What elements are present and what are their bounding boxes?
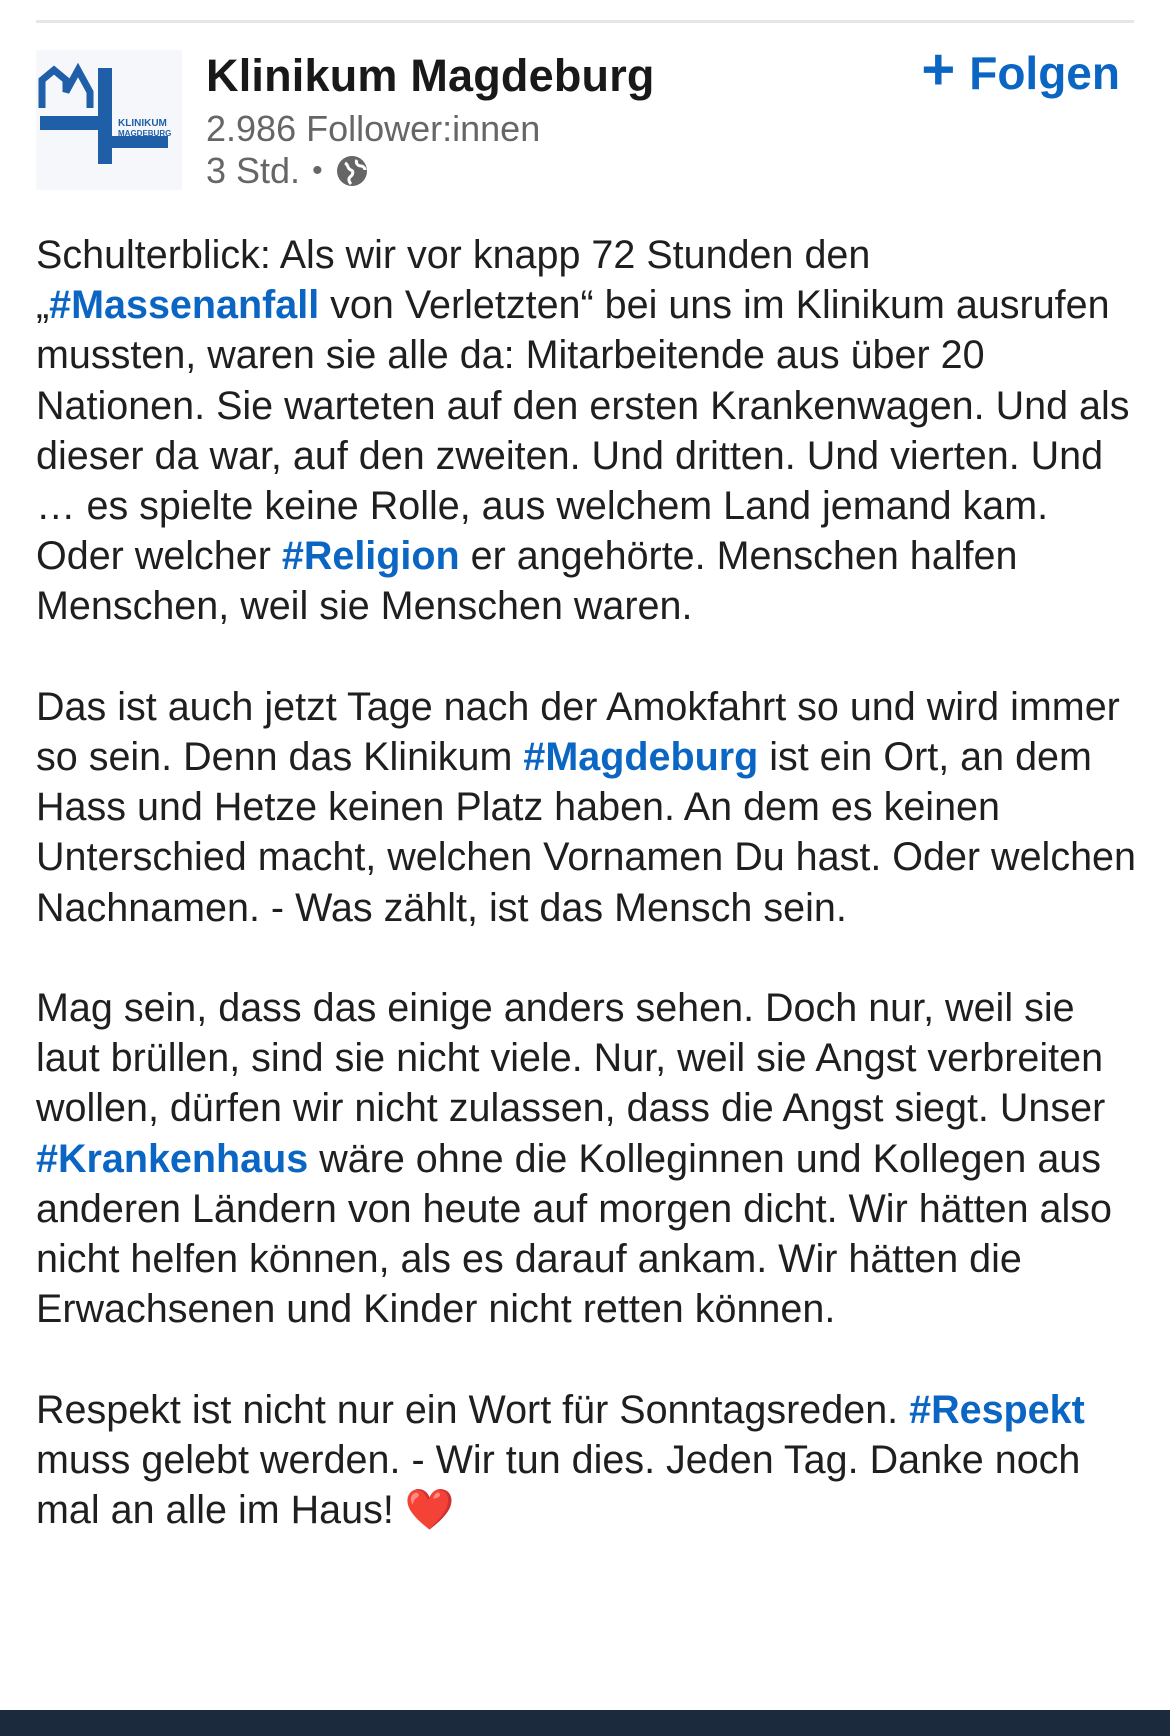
post-paragraph-2 (36, 682, 1136, 933)
hashtag-massenanfall[interactable]: #Massenanfall (49, 283, 320, 328)
hashtag-religion[interactable]: #Religion (281, 534, 460, 579)
svg-text:KLINIKUM: KLINIKUM (118, 118, 167, 129)
text-segment: ist ein Ort, an dem Hass und Hetze keinen Platz haben. An dem es keinen Unterschied macht, welchen Vornamen Du hast. Oder welchen Nachnamen. - Was zählt, ist das Mensch sein. (36, 735, 1136, 930)
follower-count: 2.986 Follower:innen (206, 108, 541, 149)
post-header (36, 37, 1134, 196)
post-meta (206, 150, 369, 192)
post-body (36, 230, 1136, 1585)
text-segment: Mag sein, dass das einige anders sehen. Doch nur, weil sie laut brüllen, sind sie nicht viele. Nur, weil sie Angst verbreiten wollen, dürfen wir nicht zulassen, dass die Angst siegt. Unser (36, 986, 1106, 1131)
hashtag-respekt[interactable]: #Respekt (909, 1387, 1085, 1432)
company-logo[interactable] (36, 50, 182, 190)
post-paragraph-1 (36, 230, 1136, 632)
text-segment: Respekt ist nicht nur ein Wort für Sonntagsreden. (36, 1387, 910, 1432)
post-paragraph-4 (36, 1385, 1136, 1536)
plus-icon: + (921, 37, 956, 102)
text-segment: wäre ohne die Kolleginnen und Kollegen aus anderen Ländern von heute auf morgen dicht. Wir hätten also nicht helfen können, als es darauf ankam. Wir hätten die Erwachsenen und Kinder nicht retten können. (36, 1136, 1112, 1332)
hashtag-krankenhaus[interactable]: #Krankenhaus (36, 1136, 309, 1181)
heart-icon: ❤️ (404, 1488, 455, 1533)
hashtag-magdeburg[interactable]: #Magdeburg (523, 735, 759, 780)
globe-icon (335, 154, 369, 188)
text-segment: Schulterblick: Als wir vor knapp 72 Stunden den „ (36, 233, 871, 328)
svg-text:MAGDEBURG: MAGDEBURG (118, 129, 172, 138)
post-paragraph-3 (36, 983, 1136, 1334)
bottom-bar (0, 1710, 1170, 1736)
separator-dot: • (312, 154, 323, 187)
org-name[interactable]: Klinikum Magdeburg (206, 50, 655, 101)
text-segment: muss gelebt werden. - Wir tun dies. Jeden Tag. Danke noch mal an alle im Haus! (36, 1437, 1081, 1533)
text-segment: von Verletzten“ bei uns im Klinikum ausrufen mussten, waren sie alle da: Mitarbeitende aus über 20 Nationen. Sie warteten auf den ersten Krankenwagen. Und als dieser da war, auf den zweiten. Und dritten. Und vierten. Und … es spielte keine Rolle, aus welchem Land jemand kam. Oder welcher (36, 283, 1130, 579)
follow-label: Folgen (969, 47, 1120, 99)
text-segment: Das ist auch jetzt Tage nach der Amokfahrt so und wird immer so sein. Denn das Klinikum (36, 684, 1120, 780)
top-divider (36, 20, 1134, 23)
post-time: 3 Std. (206, 150, 301, 191)
klinikum-logo-icon (36, 50, 182, 190)
follow-button[interactable] (921, 37, 1120, 102)
text-segment: er angehörte. Menschen halfen Menschen, weil sie Menschen waren. (36, 534, 1018, 629)
